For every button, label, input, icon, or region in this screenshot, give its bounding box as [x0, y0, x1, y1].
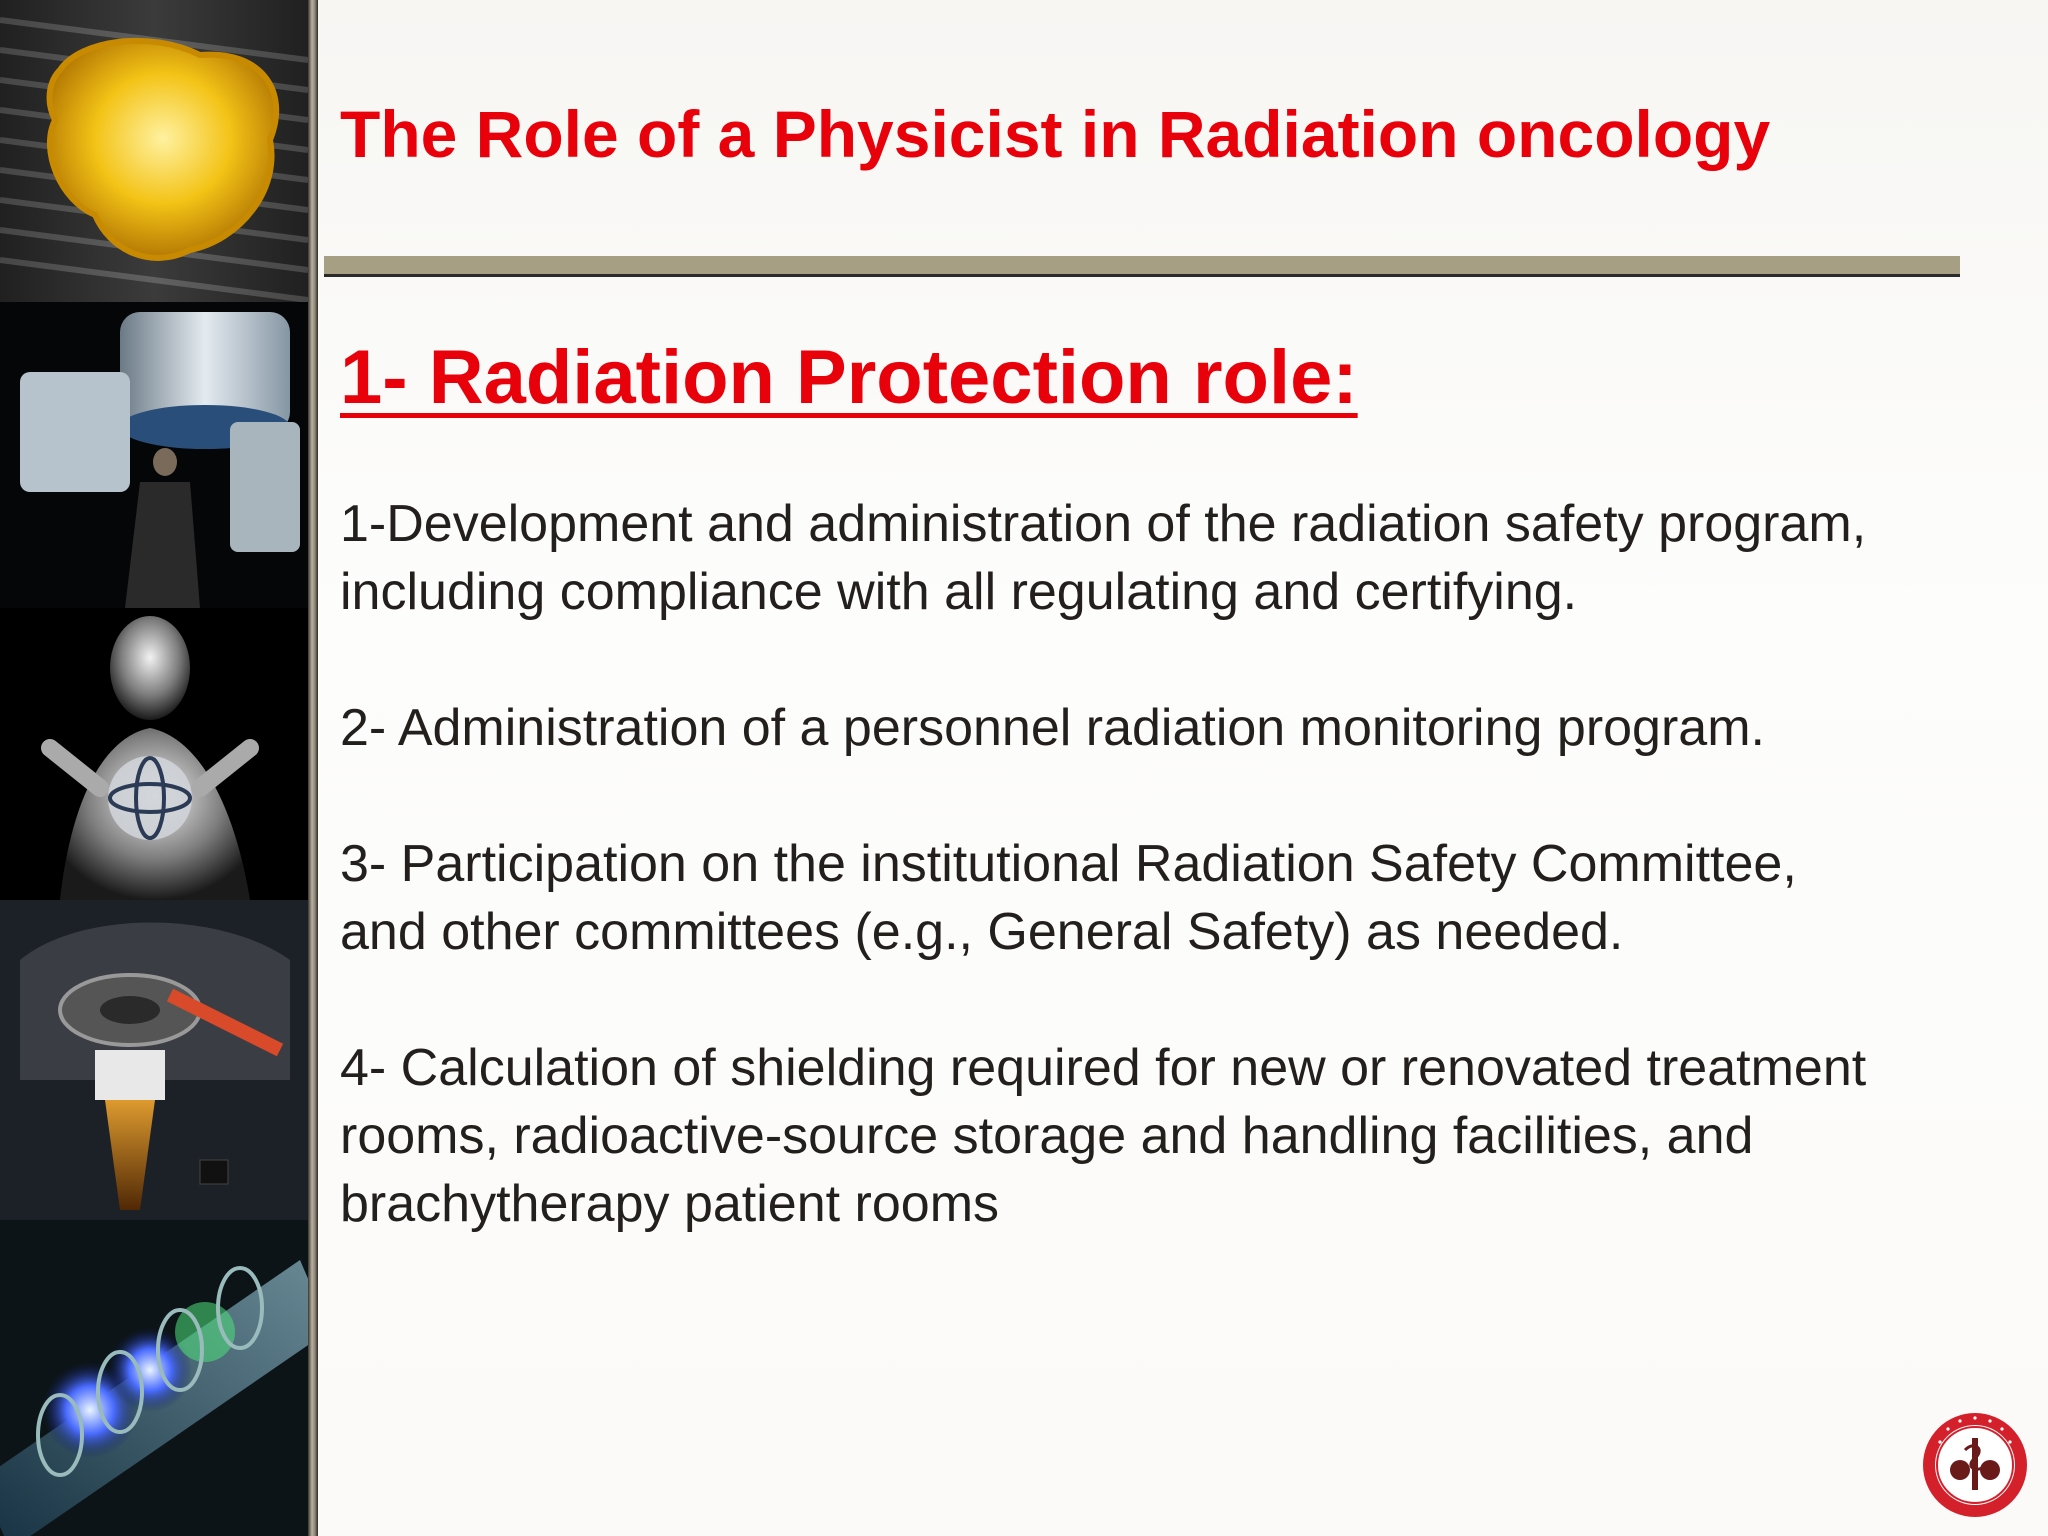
item-list — [340, 490, 2030, 1306]
figure-holding-atom-image — [0, 608, 308, 900]
title-rule — [324, 256, 1960, 277]
institution-seal-logo — [1920, 1410, 2030, 1520]
list-item: 4- Calculation of shielding required for new or renovated treatment rooms, radioactive-source storage and handling facilities, and brachytherapy patient rooms — [340, 1039, 1867, 1233]
linear-accelerator-gantry-image — [0, 302, 308, 608]
list-item: 2- Administration of a personnel radiation monitoring program. — [340, 699, 1765, 757]
strip-divider — [308, 0, 318, 1536]
image-strip — [0, 0, 308, 1536]
accelerator-waveguide-image — [0, 1220, 308, 1536]
list-item: 3- Participation on the institutional Radiation Safety Committee, and other committees (e.g., General Safety) as needed. — [340, 835, 1797, 961]
multileaf-collimator-image — [0, 0, 308, 302]
section-heading: 1- Radiation Protection role: — [340, 335, 1358, 420]
slide-title: The Role of a Physicist in Radiation oncology — [340, 97, 1771, 171]
cyberknife-cutaway-image — [0, 900, 308, 1220]
list-item: 1-Development and administration of the radiation safety program, including compliance with all regulating and certifying. — [340, 495, 1867, 621]
